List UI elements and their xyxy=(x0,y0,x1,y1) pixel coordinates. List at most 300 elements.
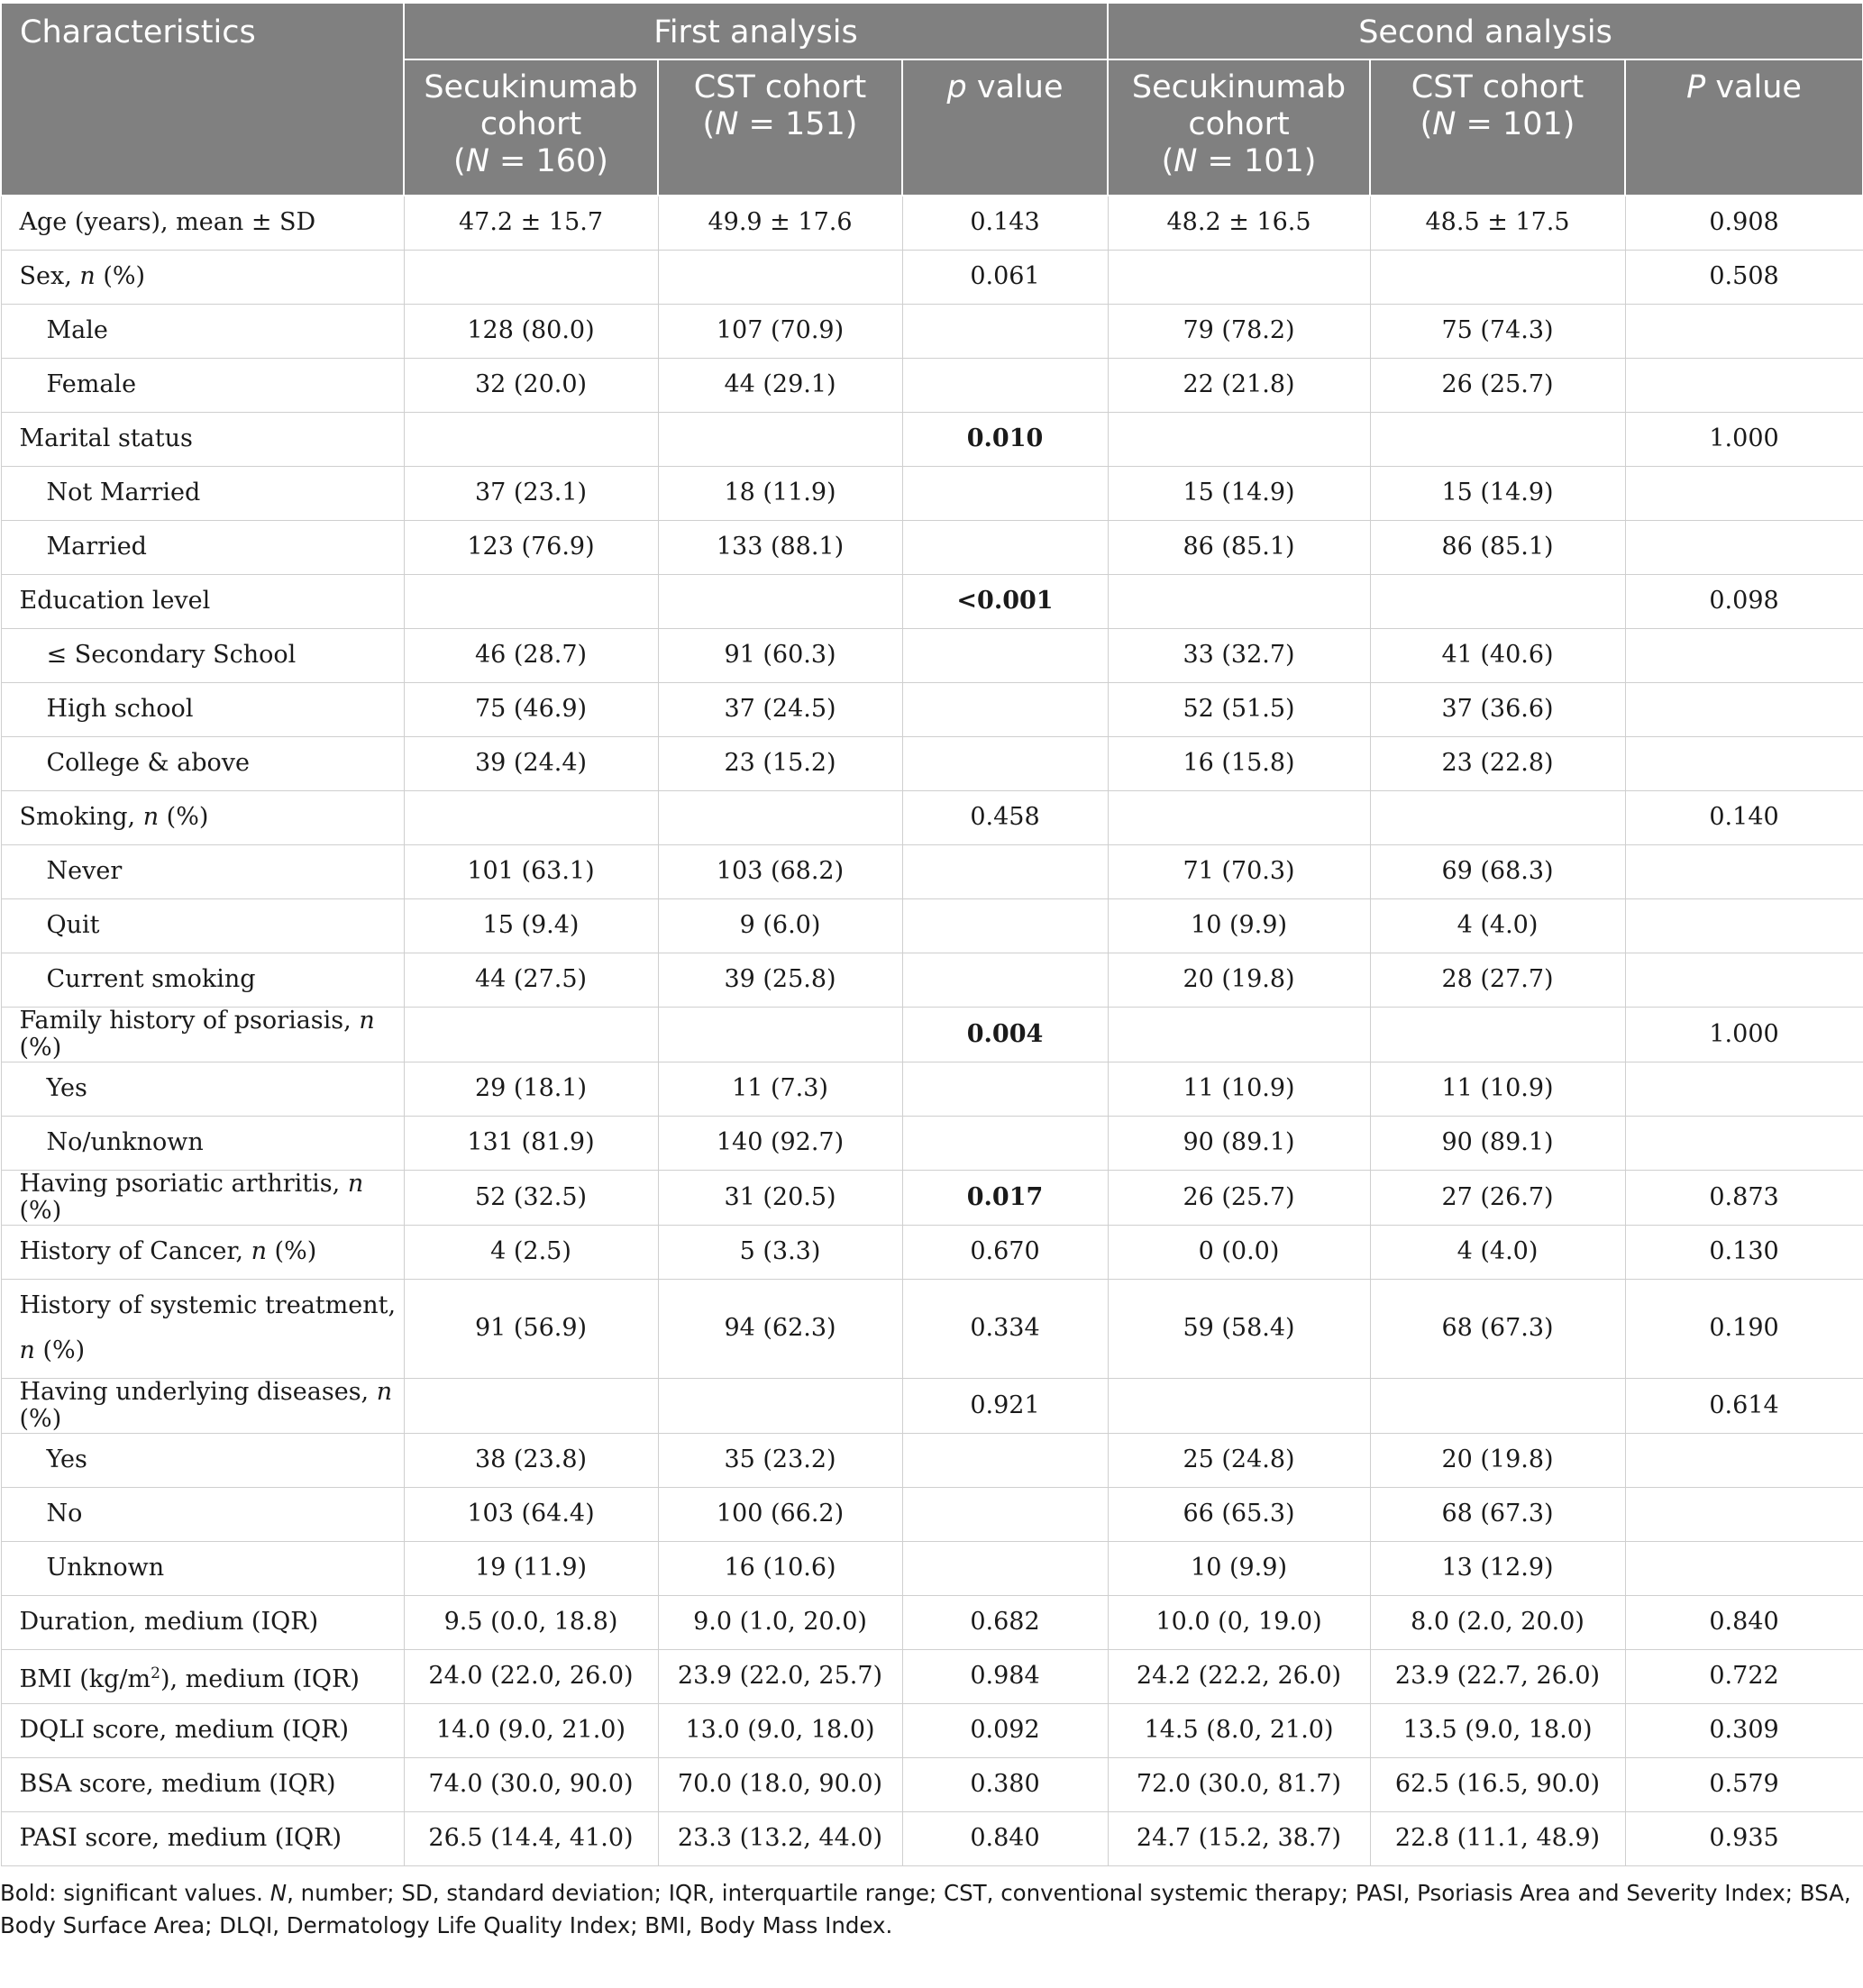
row-label-tail: (%) xyxy=(159,803,209,831)
table-cell: 24.2 (22.2, 26.0) xyxy=(1108,1649,1370,1703)
table-cell: 39 (25.8) xyxy=(658,953,902,1007)
row-sublabel xyxy=(1,682,404,736)
table-cell: 23.9 (22.0, 25.7) xyxy=(658,1649,902,1703)
table-cell: 0.017 xyxy=(902,1170,1108,1225)
row-label xyxy=(1,1279,404,1378)
table-cell: 0.190 xyxy=(1625,1279,1863,1378)
row-label-text: Current smoking xyxy=(46,965,256,993)
row-label-text: Having psoriatic arthritis, xyxy=(19,1169,348,1198)
header-col-n: N xyxy=(465,143,489,179)
table-cell: 0.908 xyxy=(1625,196,1863,250)
row-sublabel xyxy=(1,1116,404,1170)
row-label-sup: 2 xyxy=(151,1664,160,1683)
table-cell xyxy=(1625,682,1863,736)
table-cell: 128 (80.0) xyxy=(404,304,658,358)
table-cell: 23.9 (22.7, 26.0) xyxy=(1370,1649,1625,1703)
table-cell: 0.722 xyxy=(1625,1649,1863,1703)
table-cell: 0.873 xyxy=(1625,1170,1863,1225)
table-cell: 22.8 (11.1, 48.9) xyxy=(1370,1811,1625,1865)
table-row xyxy=(1,412,1863,466)
table-row xyxy=(1,1170,1863,1225)
row-label-text: ≤ Secondary School xyxy=(46,641,297,669)
table-cell xyxy=(902,358,1108,412)
table-cell: 0.840 xyxy=(902,1811,1108,1865)
table-cell xyxy=(902,520,1108,574)
table-footnote xyxy=(0,1866,1857,1942)
table-cell xyxy=(1370,1378,1625,1433)
header-col-cst-1: CST cohort (N = 151) xyxy=(658,59,902,196)
table-cell: 0.458 xyxy=(902,790,1108,844)
table-cell: 41 (40.6) xyxy=(1370,628,1625,682)
table-cell: 90 (89.1) xyxy=(1370,1116,1625,1170)
table-cell: 0.670 xyxy=(902,1225,1108,1279)
table-cell xyxy=(404,790,658,844)
row-label xyxy=(1,196,404,250)
header-col-p-1 xyxy=(902,59,1108,196)
row-label-text: Female xyxy=(46,370,137,398)
table-cell: 10 (9.9) xyxy=(1108,1541,1370,1595)
row-label-text: Quit xyxy=(46,911,100,939)
header-col-line2: cohort xyxy=(1188,106,1290,142)
table-cell xyxy=(902,628,1108,682)
table-cell: 15 (14.9) xyxy=(1370,466,1625,520)
table-cell: 72.0 (30.0, 81.7) xyxy=(1108,1757,1370,1811)
header-col-n: N xyxy=(1432,106,1457,142)
table-cell: 0.143 xyxy=(902,196,1108,250)
row-label-text: Age (years), mean ± SD xyxy=(19,208,316,237)
table-cell xyxy=(1108,574,1370,628)
table-cell: 26.5 (14.4, 41.0) xyxy=(404,1811,658,1865)
table-cell: 46 (28.7) xyxy=(404,628,658,682)
row-label-text: History of Cancer, xyxy=(19,1237,251,1265)
table-cell xyxy=(404,574,658,628)
table-cell xyxy=(1625,953,1863,1007)
table-cell xyxy=(1625,1116,1863,1170)
row-label-text: BSA score, medium (IQR) xyxy=(19,1770,336,1798)
table-cell: 107 (70.9) xyxy=(658,304,902,358)
table-cell: 15 (9.4) xyxy=(404,898,658,953)
row-sublabel xyxy=(1,898,404,953)
table-cell: 86 (85.1) xyxy=(1108,520,1370,574)
table-cell: 11 (10.9) xyxy=(1108,1062,1370,1116)
row-label-text: Smoking, xyxy=(19,803,143,831)
table-row xyxy=(1,1757,1863,1811)
table-cell xyxy=(1370,1007,1625,1062)
table-cell: 47.2 ± 15.7 xyxy=(404,196,658,250)
table-cell: 20 (19.8) xyxy=(1370,1433,1625,1487)
table-cell: 1.000 xyxy=(1625,412,1863,466)
table-row xyxy=(1,466,1863,520)
table-cell xyxy=(1625,736,1863,790)
row-label xyxy=(1,1170,404,1225)
table-cell xyxy=(1108,1007,1370,1062)
table-cell: 37 (24.5) xyxy=(658,682,902,736)
header-col-n-value: = 160) xyxy=(489,143,608,179)
row-label xyxy=(1,1007,404,1062)
table-cell: 22 (21.8) xyxy=(1108,358,1370,412)
table-cell: 0.004 xyxy=(902,1007,1108,1062)
row-label xyxy=(1,1811,404,1865)
table-cell: 38 (23.8) xyxy=(404,1433,658,1487)
table-cell: 0.614 xyxy=(1625,1378,1863,1433)
table-cell: 18 (11.9) xyxy=(658,466,902,520)
header-col-secukinumab-1: Secukinumab cohort (N = 160) xyxy=(404,59,658,196)
row-sublabel xyxy=(1,1433,404,1487)
row-label-text: Education level xyxy=(19,587,211,615)
table-row xyxy=(1,196,1863,250)
table-cell xyxy=(902,1541,1108,1595)
table-cell: 16 (15.8) xyxy=(1108,736,1370,790)
table-cell: 59 (58.4) xyxy=(1108,1279,1370,1378)
table-cell: 35 (23.2) xyxy=(658,1433,902,1487)
header-col-n: N xyxy=(1174,143,1198,179)
table-cell: 0.010 xyxy=(902,412,1108,466)
table-cell: 62.5 (16.5, 90.0) xyxy=(1370,1757,1625,1811)
table-cell: 10.0 (0, 19.0) xyxy=(1108,1595,1370,1649)
header-characteristics: Characteristics xyxy=(1,3,404,196)
table-cell xyxy=(902,304,1108,358)
table-cell: 37 (23.1) xyxy=(404,466,658,520)
table-cell xyxy=(658,1007,902,1062)
row-label-italic: n xyxy=(347,1169,364,1198)
table-cell: 20 (19.8) xyxy=(1108,953,1370,1007)
table-row xyxy=(1,1541,1863,1595)
header-col-secukinumab-2: Secukinumab cohort (N = 101) xyxy=(1108,59,1370,196)
table-cell: 9.0 (1.0, 20.0) xyxy=(658,1595,902,1649)
table-cell: 90 (89.1) xyxy=(1108,1116,1370,1170)
row-label-italic: n xyxy=(79,262,96,290)
table-cell xyxy=(1370,574,1625,628)
row-sublabel xyxy=(1,1487,404,1541)
row-label-italic: n xyxy=(376,1377,393,1406)
table-cell: 0.579 xyxy=(1625,1757,1863,1811)
table-row xyxy=(1,1487,1863,1541)
table-row xyxy=(1,1062,1863,1116)
row-label-text: High school xyxy=(46,695,194,723)
table-cell: 31 (20.5) xyxy=(658,1170,902,1225)
row-sublabel xyxy=(1,1062,404,1116)
header-col-line1: CST cohort xyxy=(1411,69,1584,105)
table-cell: 71 (70.3) xyxy=(1108,844,1370,898)
row-sublabel xyxy=(1,844,404,898)
row-label xyxy=(1,790,404,844)
table-document xyxy=(0,2,1862,1942)
header-col-p-rest: value xyxy=(966,69,1064,105)
row-label-tail: (%) xyxy=(34,1336,86,1364)
header-col-line1: Secukinumab xyxy=(424,69,638,105)
table-cell: 11 (10.9) xyxy=(1370,1062,1625,1116)
table-cell: 0 (0.0) xyxy=(1108,1225,1370,1279)
table-cell xyxy=(404,250,658,304)
table-cell: 19 (11.9) xyxy=(404,1541,658,1595)
table-cell xyxy=(1108,250,1370,304)
table-cell xyxy=(1625,520,1863,574)
table-cell: 0.309 xyxy=(1625,1703,1863,1757)
table-row xyxy=(1,898,1863,953)
table-cell: 13.5 (9.0, 18.0) xyxy=(1370,1703,1625,1757)
table-cell: 4 (4.0) xyxy=(1370,1225,1625,1279)
table-cell xyxy=(902,1433,1108,1487)
table-cell: 91 (60.3) xyxy=(658,628,902,682)
table-cell: 24.0 (22.0, 26.0) xyxy=(404,1649,658,1703)
table-cell xyxy=(658,412,902,466)
row-label xyxy=(1,1595,404,1649)
table-cell: 0.921 xyxy=(902,1378,1108,1433)
row-label-italic: n xyxy=(359,1006,375,1035)
row-sublabel xyxy=(1,466,404,520)
table-cell: 16 (10.6) xyxy=(658,1541,902,1595)
row-label xyxy=(1,1225,404,1279)
table-body xyxy=(1,196,1863,1865)
table-cell xyxy=(1108,790,1370,844)
table-row xyxy=(1,844,1863,898)
header-col-p: P xyxy=(1686,69,1706,105)
footnote-part1: Bold: significant values. xyxy=(0,1879,270,1906)
table-cell: 140 (92.7) xyxy=(658,1116,902,1170)
table-cell: 32 (20.0) xyxy=(404,358,658,412)
table-cell: 0.682 xyxy=(902,1595,1108,1649)
row-sublabel xyxy=(1,1541,404,1595)
row-label xyxy=(1,412,404,466)
table-row xyxy=(1,1811,1863,1865)
table-row xyxy=(1,628,1863,682)
header-first-analysis: First analysis xyxy=(404,3,1108,59)
header-col-p: p xyxy=(946,69,967,105)
table-cell: 14.0 (9.0, 21.0) xyxy=(404,1703,658,1757)
header-col-cst-2: CST cohort (N = 101) xyxy=(1370,59,1625,196)
table-cell xyxy=(1370,790,1625,844)
table-cell xyxy=(404,1378,658,1433)
table-row xyxy=(1,682,1863,736)
header-col-line2: cohort xyxy=(479,106,582,142)
table-row xyxy=(1,304,1863,358)
row-label-tail: ), medium (IQR) xyxy=(160,1664,360,1693)
footnote-part2: , number; SD, standard deviation; IQR, interquartile range; CST, conventional systemic therapy; PASI, Psoriasis Area and Severity Index; BSA, Body Surface Area; DLQI, Dermatology Life Quality Index; BMI, Body Mass Index. xyxy=(0,1879,1851,1938)
header-col-p-rest: value xyxy=(1705,69,1802,105)
header-col-n-value: = 151) xyxy=(738,106,858,142)
table-cell xyxy=(1625,844,1863,898)
row-label-text: Not Married xyxy=(46,479,201,506)
table-cell: <0.001 xyxy=(902,574,1108,628)
table-cell: 103 (64.4) xyxy=(404,1487,658,1541)
table-cell xyxy=(1625,628,1863,682)
row-label-text: Never xyxy=(46,857,123,885)
characteristics-table xyxy=(0,2,1863,1866)
table-cell: 44 (29.1) xyxy=(658,358,902,412)
row-label-text: Marital status xyxy=(19,424,193,452)
table-cell: 0.098 xyxy=(1625,574,1863,628)
table-header xyxy=(1,3,1863,196)
row-label-tail: (%) xyxy=(95,262,146,290)
header-row-groups xyxy=(1,3,1863,59)
table-cell: 14.5 (8.0, 21.0) xyxy=(1108,1703,1370,1757)
table-row xyxy=(1,358,1863,412)
table-cell: 0.935 xyxy=(1625,1811,1863,1865)
table-cell: 75 (74.3) xyxy=(1370,304,1625,358)
row-label-italic: n xyxy=(142,803,160,831)
table-cell: 0.380 xyxy=(902,1757,1108,1811)
table-cell xyxy=(902,466,1108,520)
row-label-text: Having underlying diseases, xyxy=(19,1377,377,1406)
table-cell: 131 (81.9) xyxy=(404,1116,658,1170)
table-cell xyxy=(658,574,902,628)
table-cell: 94 (62.3) xyxy=(658,1279,902,1378)
table-cell: 70.0 (18.0, 90.0) xyxy=(658,1757,902,1811)
table-cell: 13 (12.9) xyxy=(1370,1541,1625,1595)
row-label-text: Unknown xyxy=(46,1554,165,1582)
row-label-text: Sex, xyxy=(19,262,80,290)
header-second-analysis: Second analysis xyxy=(1108,3,1863,59)
table-cell: 39 (24.4) xyxy=(404,736,658,790)
header-col-line1: Secukinumab xyxy=(1131,69,1347,105)
row-label-tail: (%) xyxy=(19,1196,62,1225)
table-row xyxy=(1,1703,1863,1757)
table-cell: 75 (46.9) xyxy=(404,682,658,736)
table-cell: 8.0 (2.0, 20.0) xyxy=(1370,1595,1625,1649)
table-cell: 52 (51.5) xyxy=(1108,682,1370,736)
table-cell: 25 (24.8) xyxy=(1108,1433,1370,1487)
table-cell: 24.7 (15.2, 38.7) xyxy=(1108,1811,1370,1865)
table-cell: 0.061 xyxy=(902,250,1108,304)
table-cell xyxy=(1108,1378,1370,1433)
table-row xyxy=(1,736,1863,790)
row-label-text: Family history of psoriasis, xyxy=(19,1006,360,1035)
table-cell xyxy=(1108,412,1370,466)
table-row xyxy=(1,1225,1863,1279)
table-cell xyxy=(902,682,1108,736)
table-cell xyxy=(1370,412,1625,466)
table-cell: 0.334 xyxy=(902,1279,1108,1378)
table-cell: 11 (7.3) xyxy=(658,1062,902,1116)
table-cell: 66 (65.3) xyxy=(1108,1487,1370,1541)
row-label-text: College & above xyxy=(46,749,250,777)
table-cell xyxy=(404,412,658,466)
table-cell: 123 (76.9) xyxy=(404,520,658,574)
table-cell: 69 (68.3) xyxy=(1370,844,1625,898)
table-cell xyxy=(902,1062,1108,1116)
table-cell: 4 (4.0) xyxy=(1370,898,1625,953)
row-label-tail: (%) xyxy=(19,1404,62,1433)
row-label-italic: n xyxy=(251,1237,267,1265)
row-sublabel xyxy=(1,304,404,358)
row-label-italic: n xyxy=(19,1336,35,1364)
table-cell: 49.9 ± 17.6 xyxy=(658,196,902,250)
table-cell: 48.2 ± 16.5 xyxy=(1108,196,1370,250)
row-label xyxy=(1,250,404,304)
table-cell: 23 (15.2) xyxy=(658,736,902,790)
table-cell xyxy=(1625,898,1863,953)
table-cell: 26 (25.7) xyxy=(1370,358,1625,412)
row-sublabel xyxy=(1,736,404,790)
table-row xyxy=(1,1595,1863,1649)
table-row xyxy=(1,1279,1863,1378)
table-cell: 27 (26.7) xyxy=(1370,1170,1625,1225)
table-row xyxy=(1,1007,1863,1062)
table-cell: 79 (78.2) xyxy=(1108,304,1370,358)
row-label-text: BMI (kg/m xyxy=(19,1664,151,1693)
table-cell: 86 (85.1) xyxy=(1370,520,1625,574)
table-cell: 0.508 xyxy=(1625,250,1863,304)
footnote-n: N xyxy=(269,1879,288,1906)
table-row xyxy=(1,790,1863,844)
table-row xyxy=(1,520,1863,574)
row-label-text: History of systemic treatment, xyxy=(19,1291,397,1319)
table-cell xyxy=(902,844,1108,898)
table-cell xyxy=(1625,1062,1863,1116)
table-cell: 23 (22.8) xyxy=(1370,736,1625,790)
row-label xyxy=(1,1378,404,1433)
table-cell xyxy=(902,898,1108,953)
row-label xyxy=(1,1649,404,1703)
row-sublabel xyxy=(1,953,404,1007)
header-col-p-2 xyxy=(1625,59,1863,196)
table-cell xyxy=(1625,358,1863,412)
row-label-text: Duration, medium (IQR) xyxy=(19,1608,319,1636)
table-row xyxy=(1,1378,1863,1433)
table-cell: 4 (2.5) xyxy=(404,1225,658,1279)
row-sublabel xyxy=(1,628,404,682)
table-cell: 0.140 xyxy=(1625,790,1863,844)
table-cell: 9.5 (0.0, 18.8) xyxy=(404,1595,658,1649)
table-cell xyxy=(658,1378,902,1433)
row-label-text: Male xyxy=(46,316,108,344)
header-col-line1: CST cohort xyxy=(693,69,867,105)
table-row xyxy=(1,1116,1863,1170)
row-label-text: No/unknown xyxy=(46,1128,204,1156)
table-cell xyxy=(902,736,1108,790)
table-cell xyxy=(1625,1541,1863,1595)
table-row xyxy=(1,574,1863,628)
table-cell xyxy=(902,953,1108,1007)
table-cell xyxy=(1625,466,1863,520)
table-cell xyxy=(1625,304,1863,358)
table-cell: 0.130 xyxy=(1625,1225,1863,1279)
row-sublabel xyxy=(1,358,404,412)
row-label-tail: (%) xyxy=(19,1033,62,1062)
row-label xyxy=(1,1703,404,1757)
header-col-n-value: = 101) xyxy=(1197,143,1317,179)
table-cell xyxy=(658,790,902,844)
table-cell xyxy=(902,1487,1108,1541)
table-row xyxy=(1,1649,1863,1703)
table-cell: 101 (63.1) xyxy=(404,844,658,898)
table-row xyxy=(1,953,1863,1007)
table-cell: 15 (14.9) xyxy=(1108,466,1370,520)
table-cell: 74.0 (30.0, 90.0) xyxy=(404,1757,658,1811)
table-cell: 0.840 xyxy=(1625,1595,1863,1649)
table-cell: 91 (56.9) xyxy=(404,1279,658,1378)
table-cell: 5 (3.3) xyxy=(658,1225,902,1279)
table-cell: 10 (9.9) xyxy=(1108,898,1370,953)
row-sublabel xyxy=(1,520,404,574)
header-col-n-value: = 101) xyxy=(1456,106,1575,142)
table-cell: 68 (67.3) xyxy=(1370,1279,1625,1378)
header-col-n: N xyxy=(715,106,739,142)
row-label-text: DQLI score, medium (IQR) xyxy=(19,1716,350,1744)
table-cell xyxy=(1370,250,1625,304)
table-cell: 0.984 xyxy=(902,1649,1108,1703)
row-label-text: Yes xyxy=(46,1074,87,1102)
table-row xyxy=(1,250,1863,304)
table-cell: 100 (66.2) xyxy=(658,1487,902,1541)
table-cell: 68 (67.3) xyxy=(1370,1487,1625,1541)
table-cell xyxy=(902,1116,1108,1170)
table-cell: 26 (25.7) xyxy=(1108,1170,1370,1225)
table-cell: 52 (32.5) xyxy=(404,1170,658,1225)
row-label xyxy=(1,1757,404,1811)
table-cell xyxy=(404,1007,658,1062)
table-cell: 133 (88.1) xyxy=(658,520,902,574)
